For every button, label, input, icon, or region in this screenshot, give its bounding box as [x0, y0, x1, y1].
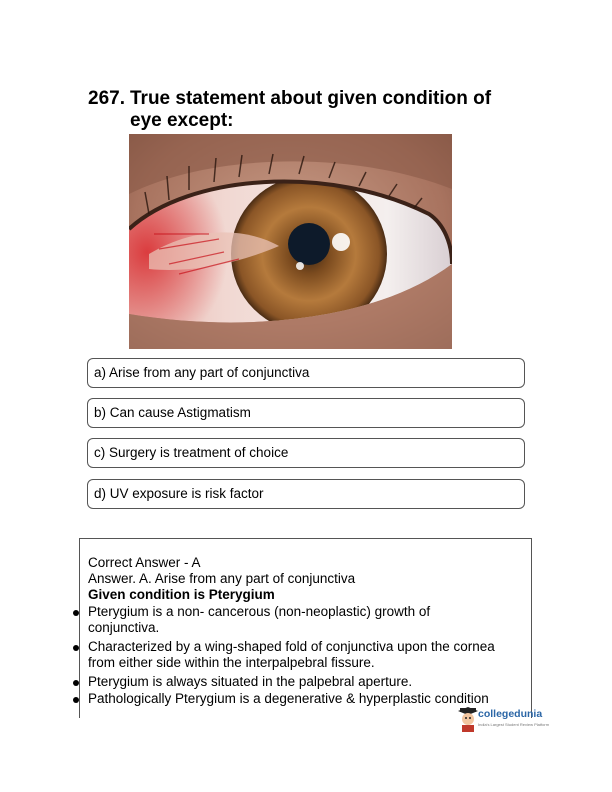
answer-explanation: Answer. A. Arise from any part of conjunctiva	[88, 571, 356, 586]
student-mascot-icon	[458, 706, 478, 732]
logo-text: collegedunia	[478, 708, 543, 720]
question-text-line1: True statement about given condition of	[130, 88, 492, 109]
eye-photo	[129, 134, 452, 349]
answer-point-3: Pterygium is always situated in the palpebral aperture.	[88, 674, 413, 689]
bullet-icon	[73, 645, 79, 651]
option-b[interactable]: b) Can cause Astigmatism	[87, 398, 525, 428]
option-c[interactable]: c) Surgery is treatment of choice	[87, 438, 525, 468]
answer-heading: Given condition is Pterygium	[88, 587, 275, 602]
answer-point-2-cont: from either side within the interpalpebral fissure.	[88, 655, 375, 670]
answer-point-2: Characterized by a wing-shaped fold of conjunctiva upon the cornea	[88, 639, 495, 654]
option-a[interactable]: a) Arise from any part of conjunctiva	[87, 358, 525, 388]
question	[88, 88, 528, 132]
collegedunia-logo	[458, 706, 554, 736]
correct-answer: Correct Answer - A	[88, 555, 201, 570]
answer-point-1: Pterygium is a non- cancerous (non-neoplastic) growth of	[88, 604, 431, 619]
question-number: 267.	[88, 88, 125, 109]
answer-point-1-cont: conjunctiva.	[88, 620, 160, 635]
bullet-icon	[73, 680, 79, 686]
logo-tagline: India's Largest Student Review Platform	[478, 722, 550, 727]
bullet-icon	[73, 610, 79, 616]
option-d[interactable]: d) UV exposure is risk factor	[87, 479, 525, 509]
bullet-icon	[73, 697, 79, 703]
question-text-line2: eye except:	[130, 110, 234, 131]
answer-point-4: Pathologically Pterygium is a degenerative & hyperplastic condition	[88, 691, 489, 706]
